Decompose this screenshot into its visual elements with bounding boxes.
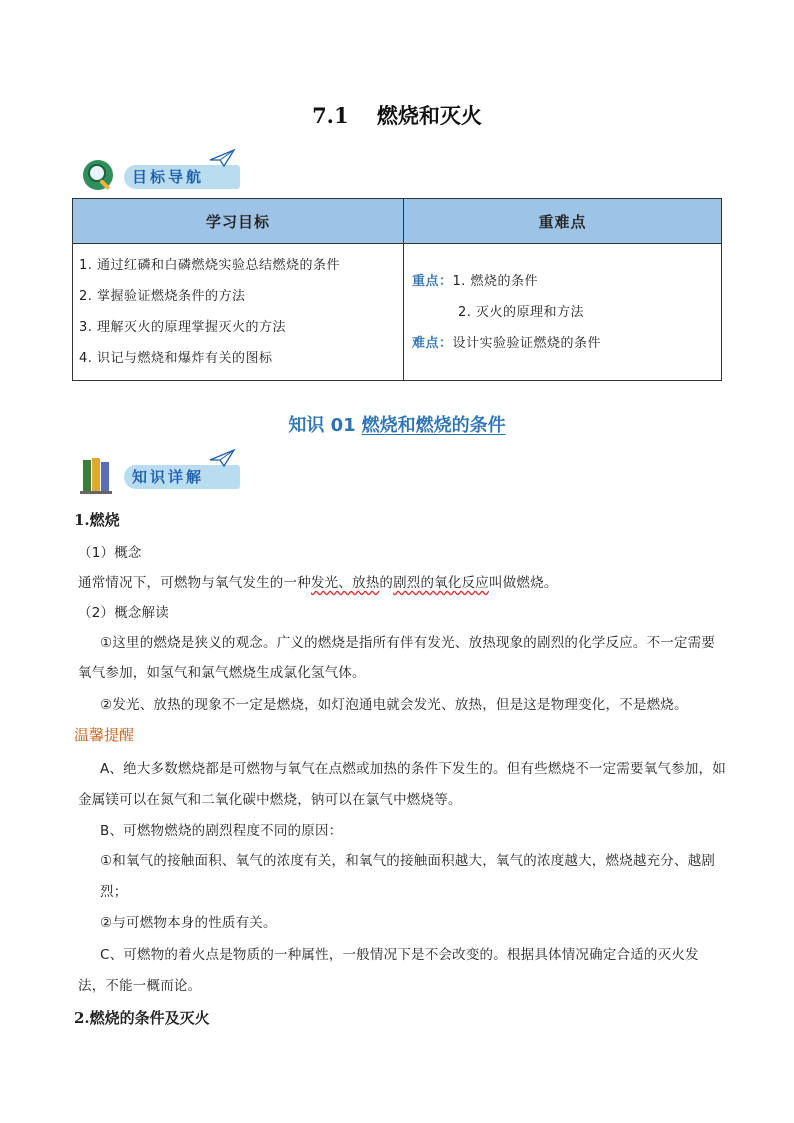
goal-item: 2. 掌握验证燃烧条件的方法 bbox=[79, 289, 246, 304]
key-label: 重点： bbox=[412, 273, 453, 289]
key-item: 2. 灭火的原理和方法 bbox=[458, 304, 585, 320]
key-item: 1. 燃烧的条件 bbox=[452, 273, 539, 289]
knowledge-heading bbox=[0, 411, 794, 437]
tip-c: C、可燃物的着火点是物质的一种属性，一般情况下是不会改变的。根据具体情况确定合适的灭火发法，不能一概而论。 bbox=[78, 947, 699, 994]
tip-b: B、可燃物燃烧的剧烈程度不同的原因： bbox=[100, 823, 343, 839]
interpretation-label: （2）概念解读 bbox=[78, 605, 169, 621]
goal-nav-label: 目标导航 bbox=[124, 165, 240, 189]
definition-paragraph bbox=[78, 571, 728, 591]
goals-cell bbox=[73, 244, 404, 381]
knowledge-detail-badge bbox=[80, 448, 240, 496]
definition-text: 通常情况下，可燃物与氧气发生的一种 bbox=[78, 575, 311, 591]
knowledge-detail-label: 知识详解 bbox=[124, 465, 240, 489]
section-heading-combustion: 1.燃烧 bbox=[74, 511, 120, 529]
tip-a: A、绝大多数燃烧都是可燃物与氧气在点燃或加热的条件下发生的。但有些燃烧不一定需要氧气参加，如金属镁可以在氮气和二氧化碳中燃烧，钠可以在氯气中燃烧等。 bbox=[78, 761, 726, 808]
key-points-cell bbox=[404, 244, 722, 381]
difficulty-label: 难点： bbox=[412, 335, 453, 351]
knowledge-prefix: 知识 01 bbox=[288, 415, 356, 436]
goal-item: 3. 理解灭火的原理掌握灭火的方法 bbox=[79, 320, 287, 335]
concept-label: （1）概念 bbox=[78, 545, 142, 561]
definition-text: 的 bbox=[379, 575, 394, 591]
goal-item: 4. 识记与燃烧和爆炸有关的图标 bbox=[79, 351, 273, 366]
paper-plane-icon bbox=[208, 448, 236, 468]
tip-b1: ①和氧气的接触面积、氧气的浓度有关，和氧气的接触面积越大，氧气的浓度越大，燃烧越充分、越剧烈； bbox=[100, 853, 716, 900]
goal-table bbox=[72, 198, 722, 381]
difficulty-text: 设计实验验证燃烧的条件 bbox=[452, 335, 602, 351]
page-title: 7.1 燃烧和灭火 bbox=[312, 103, 482, 128]
header-key-points: 重难点 bbox=[404, 199, 722, 244]
magnifier-icon bbox=[80, 158, 120, 194]
tip-heading: 温馨提醒 bbox=[74, 726, 135, 744]
interpretation-2: ②发光、放热的现象不一定是燃烧，如灯泡通电就会发光、放热，但是这是物理变化，不是燃烧。 bbox=[100, 697, 688, 713]
highlight-oxidation: 剧烈的氧化反应 bbox=[393, 575, 490, 591]
definition-text: 叫做燃烧。 bbox=[489, 575, 558, 591]
knowledge-title: 燃烧和燃烧的条件 bbox=[361, 415, 506, 436]
interpretation-1: ①这里的燃烧是狭义的观念。广义的燃烧是指所有伴有发光、放热现象的剧烈的化学反应。不一定需要氧气参加，如氢气和氯气燃烧生成氯化氢气体。 bbox=[78, 635, 716, 681]
header-learning-goals: 学习目标 bbox=[73, 199, 404, 244]
difficulty-row bbox=[412, 328, 713, 359]
key-row bbox=[412, 266, 713, 297]
goal-nav-badge bbox=[80, 148, 240, 196]
section-heading-conditions: 2.燃烧的条件及灭火 bbox=[74, 1009, 210, 1027]
tip-b2: ②与可燃物本身的性质有关。 bbox=[100, 915, 277, 931]
books-icon bbox=[80, 456, 114, 496]
highlight-light-heat: 发光、放热 bbox=[310, 575, 380, 591]
goal-item: 1. 通过红磷和白磷燃烧实验总结燃烧的条件 bbox=[79, 258, 341, 273]
paper-plane-icon bbox=[208, 148, 236, 168]
